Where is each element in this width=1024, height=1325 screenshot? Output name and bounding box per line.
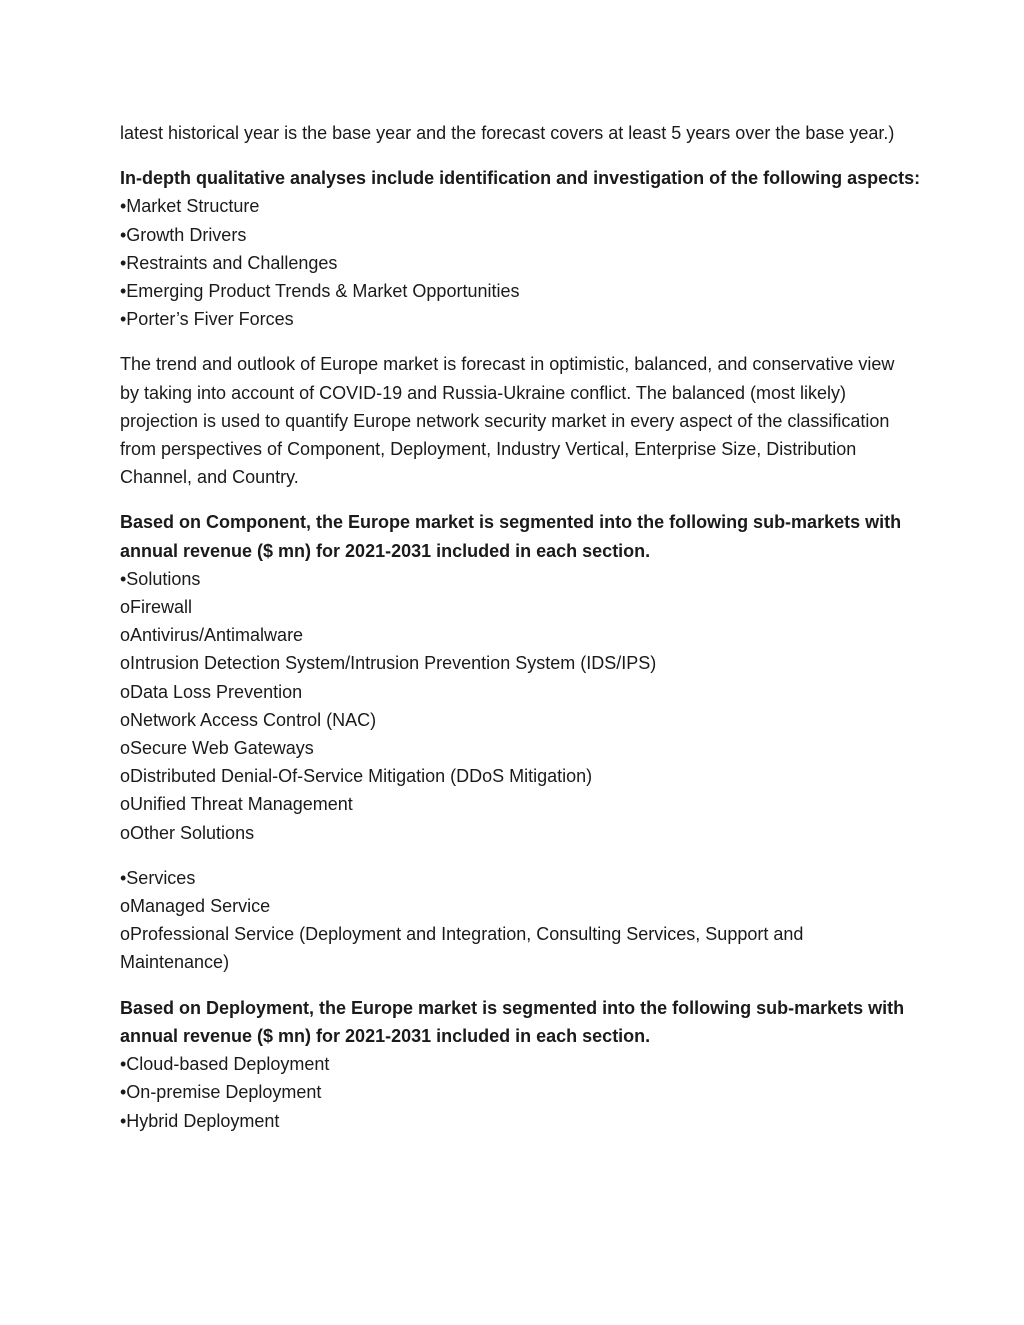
list-item: oUnified Threat Management — [120, 794, 353, 815]
qualitative-section — [120, 164, 921, 333]
list-item: oNetwork Access Control (NAC) — [120, 709, 377, 730]
list-item: oFirewall — [120, 597, 193, 618]
list-item: oSecure Web Gateways — [120, 738, 314, 759]
deployment-heading: Based on Deployment, the Europe market is segmented into the following sub-markets with annual revenue ($ mn) for 2021-2031 included in each section. — [120, 997, 905, 1046]
list-item: oIntrusion Detection System/Intrusion Prevention System (IDS/IPS) — [120, 653, 657, 674]
list-item: •Market Structure — [120, 196, 260, 217]
outlook-paragraph: The trend and outlook of Europe market is forecast in optimistic, balanced, and conservative view by taking into account of COVID-19 and Russia-Ukraine conflict. The balanced (most likely) projection is used to quantify Europe network security market in every aspect of the classification from perspectives of Component, Deployment, Industry Vertical, Enterprise Size, Distribution Channel, and Country. — [120, 354, 895, 488]
list-item: oData Loss Prevention — [120, 681, 303, 702]
list-item: oDistributed Denial-Of-Service Mitigation (DDoS Mitigation) — [120, 766, 593, 787]
list-item: •On-premise Deployment — [120, 1082, 322, 1103]
list-item: •Porter’s Fiver Forces — [120, 309, 294, 330]
component-heading: Based on Component, the Europe market is segmented into the following sub-markets with annual revenue ($ mn) for 2021-2031 included in each section. — [120, 512, 902, 561]
list-item: •Hybrid Deployment — [120, 1110, 280, 1131]
deployment-section — [120, 994, 910, 1135]
list-item: oOther Solutions — [120, 822, 255, 843]
list-item: •Emerging Product Trends & Market Opportunities — [120, 281, 520, 302]
list-item: •Restraints and Challenges — [120, 252, 338, 273]
services-section — [120, 864, 910, 977]
list-item: oManaged Service — [120, 896, 271, 917]
qualitative-heading: In-depth qualitative analyses include identification and investigation of the following aspects: — [120, 168, 921, 189]
list-item: oProfessional Service (Deployment and Integration, Consulting Services, Support and Maintenance) — [120, 924, 804, 973]
list-item: •Cloud-based Deployment — [120, 1054, 330, 1075]
list-item: •Solutions — [120, 568, 201, 589]
document-page — [120, 119, 921, 1152]
intro-tail-paragraph: latest historical year is the base year and the forecast covers at least 5 years over the base year.) — [120, 123, 895, 143]
component-section — [120, 508, 910, 846]
list-item: •Services — [120, 867, 196, 888]
list-item: oAntivirus/Antimalware — [120, 625, 304, 646]
list-item: •Growth Drivers — [120, 224, 247, 245]
